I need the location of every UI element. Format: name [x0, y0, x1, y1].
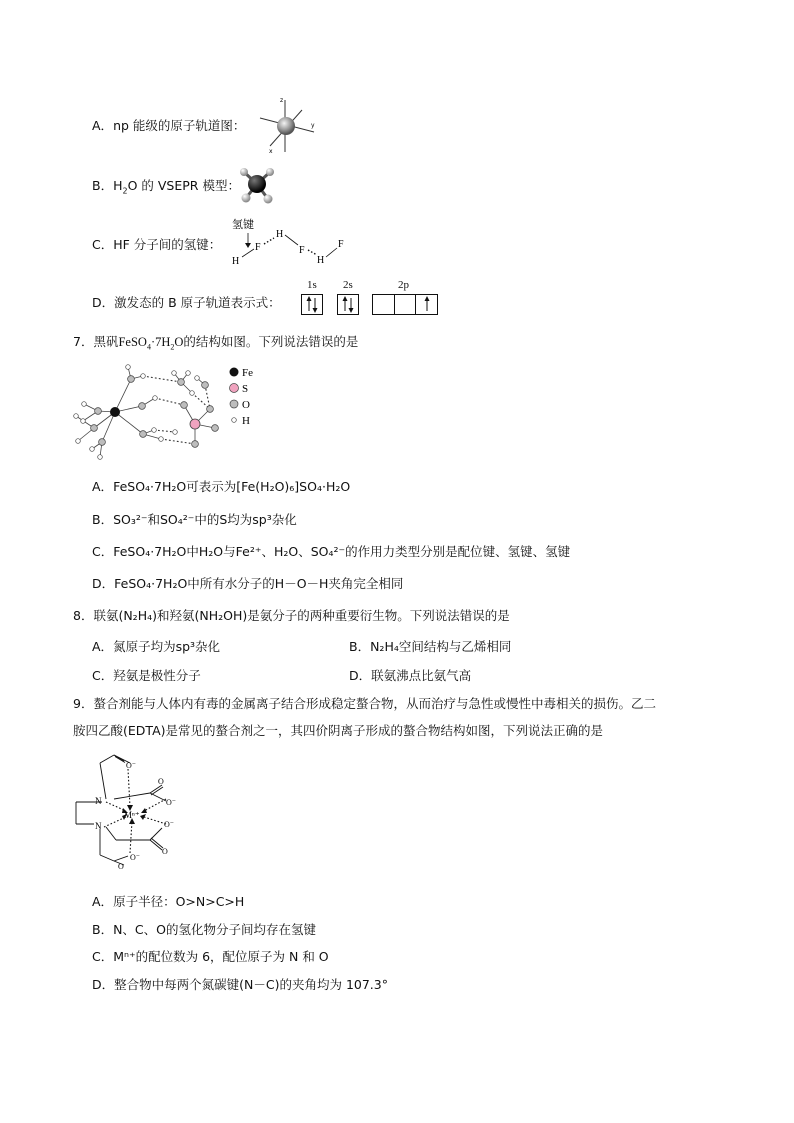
atom-f1: F: [255, 242, 261, 253]
option-text-rest: O 的 VSEPR 模型：: [127, 178, 240, 193]
stem-text: 的结构如图。下列说法错误的是: [183, 334, 359, 349]
option-text: N₂H₄空间结构与乙烯相同: [370, 639, 512, 654]
legend-s-label: S: [242, 383, 249, 395]
atom-o-1: O: [158, 777, 164, 786]
atom-o-minus-3: O⁻: [164, 820, 174, 829]
option-label: C．: [92, 668, 114, 683]
atom-o-minus-4: O⁻: [130, 853, 140, 862]
option-text-h: H: [113, 178, 123, 193]
q9-stem-line2: 胺四乙酸(EDTA)是常见的螯合剂之一，其四价阴离子形成的螯合物结构如图，下列说法正确的是: [73, 723, 603, 738]
atom-o-minus-2: O⁻: [166, 798, 176, 807]
option-text: np 能级的原子轨道图：: [113, 118, 246, 133]
option-text: FeSO₄·7H₂O中所有水分子的H－O－H夹角完全相同: [114, 576, 404, 591]
atom-o-3: O: [118, 862, 124, 871]
option-label: B．: [92, 512, 114, 527]
option-text: N、C、O的氢化物分子间均存在氢键: [113, 922, 316, 937]
ferrous-sulfate-heptahydrate-structure: [70, 362, 300, 468]
option-label: C．: [92, 544, 114, 559]
legend-fe-label: Fe: [242, 367, 253, 379]
option-text: 联氨沸点比氨气高: [371, 668, 472, 683]
legend-s-marker: [230, 384, 239, 393]
option-label: A．: [92, 639, 114, 654]
q7-stem: [73, 333, 358, 357]
orbital-label-1s: 1s: [307, 279, 317, 291]
q8-option-d[interactable]: [349, 667, 471, 685]
atom-f2: F: [299, 245, 305, 256]
q9-option-a[interactable]: [92, 893, 244, 911]
option-text: Mⁿ⁺的配位数为 6，配位原子为 N 和 O: [113, 949, 329, 964]
hf-hydrogen-bond-diagram: [228, 215, 358, 271]
option-label: B．: [92, 922, 114, 937]
formula-sub: 2: [170, 342, 175, 352]
option-label: C．: [92, 949, 114, 964]
axis-x-label: x: [269, 148, 273, 155]
atom-o-minus-1: O⁻: [126, 761, 136, 770]
q7-option-c[interactable]: [92, 543, 570, 561]
vsepr-model-diagram: [236, 163, 280, 207]
atom-n-upper: N: [95, 796, 102, 806]
q6-option-a[interactable]: [92, 117, 245, 135]
metal-ion-label: Mⁿ⁺: [124, 810, 140, 820]
axis-z-label: z: [280, 97, 284, 104]
edta-chelate-structure: [70, 747, 195, 871]
option-label: A．: [92, 894, 114, 909]
orbital-label-2p: 2p: [398, 279, 409, 291]
hbond-caption: 氢键: [232, 218, 254, 231]
option-text: FeSO₄·7H₂O可表示为[Fe(H₂O)₆]SO₄·H₂O: [113, 479, 351, 494]
option-label: B．: [349, 639, 371, 654]
option-text: 激发态的 B 原子轨道表示式：: [114, 295, 281, 310]
orbital-label-2s: 2s: [343, 279, 353, 291]
atom-n-lower: N: [95, 821, 102, 831]
q9-stem-line1: 9．螯合剂能与人体内有毒的金属离子结合形成稳定螯合物，从而治疗与急性或慢性中毒相关的损伤。乙二: [73, 696, 656, 711]
legend-fe-marker: [230, 368, 239, 377]
option-text: 氮原子均为sp³杂化: [113, 639, 221, 654]
stem-text: 7．黑矾: [73, 334, 119, 349]
orbital-box-2s: [337, 294, 359, 315]
q9-option-c[interactable]: [92, 948, 329, 966]
option-label: D．: [349, 668, 372, 683]
atom-h1: H: [232, 256, 240, 267]
q8-option-c[interactable]: [92, 667, 201, 685]
orbital-box-1s: [301, 294, 323, 315]
option-text: HF 分子间的氢键：: [113, 237, 222, 252]
option-label: D．: [92, 977, 115, 992]
q8-stem: 8．联氨(N₂H₄)和羟氨(NH₂OH)是氨分子的两种重要衍生物。下列说法错误的是: [73, 608, 510, 623]
q6-option-c[interactable]: [92, 236, 221, 254]
atom-h3: H: [317, 255, 325, 266]
legend-o-label: O: [242, 399, 250, 411]
option-label: D．: [92, 576, 115, 591]
option-label: B．: [92, 178, 114, 193]
q6-option-b[interactable]: [92, 177, 240, 201]
q9-option-b[interactable]: [92, 921, 316, 939]
formula: FeSO: [118, 335, 147, 349]
option-label: A．: [92, 118, 114, 133]
legend-h-marker: [232, 418, 237, 423]
q7-option-d[interactable]: [92, 575, 403, 593]
atom-h2: H: [276, 229, 284, 240]
q7-option-b[interactable]: [92, 511, 297, 529]
option-label: D．: [92, 295, 115, 310]
q8-option-b[interactable]: [349, 638, 511, 656]
q7-option-a[interactable]: [92, 478, 350, 496]
option-text-sub: 2: [122, 186, 128, 196]
paired-electrons-icon: [338, 295, 358, 314]
option-text: 原子半径：O>N>C>H: [113, 894, 245, 909]
option-text: FeSO₄·7H₂O中H₂O与Fe²⁺、H₂O、SO₄²⁻的作用力类型分别是配位键、氢键、氢键: [113, 544, 571, 559]
option-label: C．: [92, 237, 114, 252]
single-electron-icon: [417, 295, 437, 314]
atom-o-2: O: [162, 847, 168, 856]
formula-mid: ·7H: [150, 335, 171, 349]
q8-option-a[interactable]: [92, 638, 220, 656]
legend-o-marker: [230, 400, 238, 408]
legend-h-label: H: [242, 415, 250, 427]
option-text: SO₃²⁻和SO₄²⁻中的S均为sp³杂化: [113, 512, 297, 527]
paired-electrons-icon: [302, 295, 322, 314]
option-text: 羟氨是极性分子: [113, 668, 201, 683]
option-text: 整合物中每两个氮碳键(N－C)的夹角均为 107.3°: [114, 977, 388, 992]
formula-sub: 4: [146, 342, 151, 352]
q6-option-d[interactable]: [92, 294, 281, 312]
q9-option-d[interactable]: [92, 976, 388, 994]
axis-y-label: y: [311, 122, 315, 129]
formula-end: O: [174, 335, 184, 349]
orbital-box-2p: [372, 294, 438, 315]
p-orbital-diagram: [258, 96, 318, 156]
atom-f3: F: [338, 239, 344, 250]
option-label: A．: [92, 479, 114, 494]
